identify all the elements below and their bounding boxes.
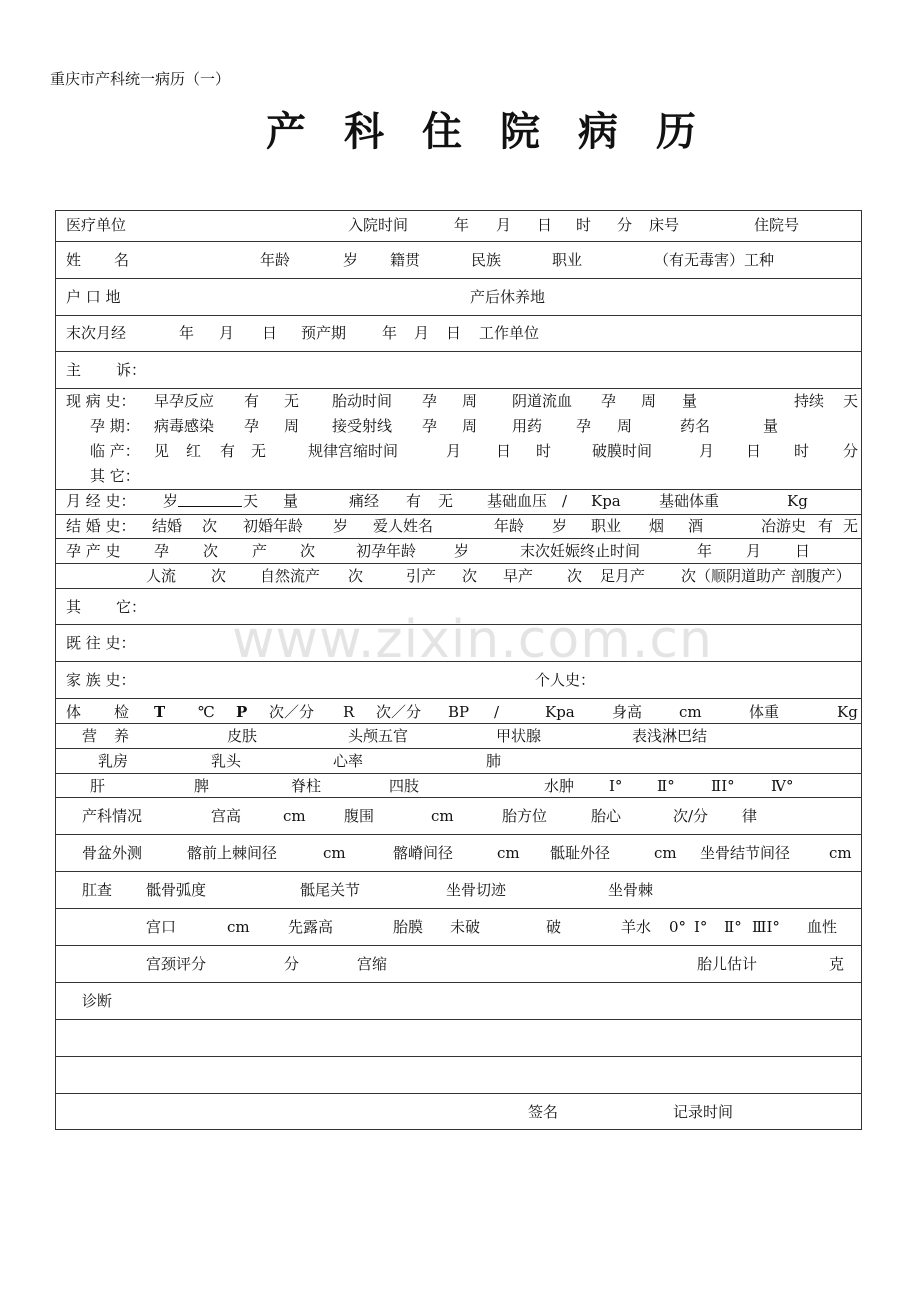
field-label-r8-13: 分: [843, 442, 859, 460]
field-label-r17-9: /: [494, 703, 500, 721]
field-label-r4-4: 预产期: [301, 324, 347, 342]
row-divider: [56, 241, 861, 242]
field-label-r13-8: 足月产: [600, 567, 646, 585]
field-label-r17-6: R: [343, 703, 355, 721]
field-label-r7-7: 用药: [512, 417, 543, 435]
field-label-r7-3: 周: [284, 417, 300, 435]
field-label-r8-5: 规律宫缩时间: [308, 442, 399, 460]
field-label-r8-11: 日: [746, 442, 762, 460]
field-label-r21-1: 宫高: [211, 807, 242, 825]
field-label-r7-1: 病毒感染: [154, 417, 215, 435]
field-label-r3-1: 产后休养地: [470, 288, 546, 306]
field-label-r10-4: 痛经: [349, 492, 380, 510]
field-label-r7-5: 孕: [422, 417, 438, 435]
field-label-r24-10: ⅢI°: [752, 918, 780, 936]
field-label-r18-3: 头颅五官: [348, 727, 409, 745]
field-label-r10-11: Kg: [787, 492, 808, 510]
row-divider: [56, 698, 861, 699]
field-label-r10-1: 岁: [163, 492, 179, 510]
watermark: www.zixin.com.cn: [232, 610, 713, 670]
field-label-r24-4: 未破: [450, 918, 481, 936]
field-label-r19-1: 乳头: [211, 752, 242, 770]
field-label-r13-7: 次: [567, 567, 583, 585]
field-label-r24-6: 羊水: [621, 918, 652, 936]
field-label-r11-3: 初婚年龄: [243, 517, 304, 535]
field-label-r7-6: 周: [462, 417, 478, 435]
field-label-r8-2: 红: [186, 442, 202, 460]
field-label-r12-0: 孕 产 史: [66, 542, 121, 560]
field-label-r4-5: 年: [382, 324, 398, 342]
field-label-r11-8: 职业: [591, 517, 622, 535]
field-label-r6-2: 有: [244, 392, 260, 410]
field-label-r5-0: 主: [66, 361, 82, 379]
field-label-r11-1: 结婚: [152, 517, 183, 535]
row-divider: [56, 1056, 861, 1057]
field-label-r4-0: 末次月经: [66, 324, 127, 342]
field-label-r13-0: 人流: [146, 567, 177, 585]
field-label-r7-2: 孕: [244, 417, 260, 435]
field-label-r8-3: 有: [220, 442, 236, 460]
field-label-r6-9: 周: [641, 392, 657, 410]
row-divider: [56, 351, 861, 352]
field-label-r18-4: 甲状腺: [496, 727, 542, 745]
field-label-r24-2: 先露高: [288, 918, 334, 936]
field-label-r19-2: 心率: [333, 752, 364, 770]
row-divider: [56, 908, 861, 909]
field-label-r22-3: 髂嵴间径: [393, 844, 454, 862]
field-label-r6-4: 胎动时间: [332, 392, 393, 410]
field-label-r12-4: 次: [300, 542, 316, 560]
field-label-r6-5: 孕: [422, 392, 438, 410]
field-label-r21-0: 产科情况: [82, 807, 143, 825]
field-label-r7-9: 周: [617, 417, 633, 435]
field-label-r4-8: 工作单位: [479, 324, 540, 342]
field-label-r24-0: 宫口: [146, 918, 177, 936]
field-label-r23-2: 骶尾关节: [300, 881, 361, 899]
field-label-r7-0: 孕 期：: [90, 417, 140, 435]
field-label-r14-1: 它：: [116, 598, 147, 616]
field-label-r20-4: 水肿: [544, 777, 575, 795]
field-label-r24-7: 0°: [669, 918, 687, 936]
field-label-r6-3: 无: [284, 392, 300, 410]
field-label-r12-7: 末次妊娠终止时间: [520, 542, 641, 560]
field-label-r10-9: Kpa: [591, 492, 621, 510]
field-label-r18-1: 养: [114, 727, 130, 745]
field-label-r12-9: 月: [746, 542, 762, 560]
field-label-r21-3: 腹围: [344, 807, 375, 825]
field-label-r8-12: 时: [794, 442, 810, 460]
field-label-r12-8: 年: [697, 542, 713, 560]
field-label-r13-9: 次（顺阴道助产 剖腹产）: [681, 567, 851, 585]
field-label-r29-0: 签名: [528, 1103, 559, 1121]
field-label-r13-2: 自然流产: [260, 567, 321, 585]
field-label-r17-13: 体重: [749, 703, 780, 721]
field-label-r22-7: 坐骨结节间径: [700, 844, 791, 862]
row-divider: [56, 723, 861, 724]
field-label-r20-8: Ⅳ°: [771, 777, 794, 795]
row-divider: [56, 834, 861, 835]
field-label-r17-11: 身高: [612, 703, 643, 721]
field-label-r13-4: 引产: [406, 567, 437, 585]
field-label-r11-9: 烟: [649, 517, 665, 535]
field-label-r6-1: 早孕反应: [154, 392, 215, 410]
field-label-r20-7: ⅡI°: [711, 777, 735, 795]
field-label-r18-5: 表浅淋巴结: [632, 727, 708, 745]
field-label-r11-2: 次: [202, 517, 218, 535]
field-label-r20-1: 脾: [194, 777, 210, 795]
field-label-r13-3: 次: [348, 567, 364, 585]
field-label-r11-0: 结 婚 史：: [66, 517, 136, 535]
row-divider: [56, 563, 861, 564]
field-label-r17-10: Kpa: [545, 703, 575, 721]
field-label-r8-6: 月: [446, 442, 462, 460]
menarche-blank-line: [178, 492, 242, 507]
field-label-r8-9: 破膜时间: [592, 442, 653, 460]
field-label-r4-1: 年: [179, 324, 195, 342]
field-label-r10-10: 基础体重: [659, 492, 720, 510]
field-label-r8-0: 临 产：: [90, 442, 140, 460]
row-divider: [56, 871, 861, 872]
field-label-r6-8: 孕: [601, 392, 617, 410]
field-label-r21-6: 胎心: [591, 807, 622, 825]
field-label-r2-6: 职业: [552, 251, 583, 269]
field-label-r13-1: 次: [211, 567, 227, 585]
field-label-r10-8: /: [562, 492, 568, 510]
field-label-r13-5: 次: [462, 567, 478, 585]
field-label-r17-8: BP: [448, 703, 470, 721]
field-label-r2-1: 名: [114, 251, 130, 269]
field-label-r1-4: 日: [537, 216, 553, 234]
field-label-r20-5: Ⅰ°: [609, 777, 623, 795]
field-label-r3-0: 户 口 地: [66, 288, 121, 306]
field-label-r13-6: 早产: [503, 567, 534, 585]
field-label-r2-4: 籍贯: [390, 251, 421, 269]
field-label-r25-2: 宫缩: [357, 955, 388, 973]
form-series-label: 重庆市产科统一病历（一）: [50, 70, 231, 88]
field-label-r10-5: 有: [406, 492, 422, 510]
field-label-r9-0: 其 它：: [90, 467, 140, 485]
row-divider: [56, 514, 861, 515]
field-label-r2-0: 姓: [66, 251, 82, 269]
field-label-r23-3: 坐骨切迹: [446, 881, 507, 899]
row-divider: [56, 538, 861, 539]
field-label-r5-1: 诉：: [116, 361, 147, 379]
field-label-r1-8: 住院号: [754, 216, 800, 234]
field-label-r12-1: 孕: [154, 542, 170, 560]
field-label-r24-9: Ⅱ°: [724, 918, 742, 936]
field-label-r22-2: cm: [323, 844, 346, 862]
field-label-r4-3: 日: [262, 324, 278, 342]
field-label-r14-0: 其: [66, 598, 82, 616]
row-divider: [56, 489, 861, 490]
field-label-r24-8: Ⅰ°: [694, 918, 708, 936]
field-label-r19-0: 乳房: [98, 752, 129, 770]
field-label-r17-2: T: [154, 703, 166, 721]
field-label-r22-0: 骨盆外测: [82, 844, 143, 862]
field-label-r17-3: ℃: [198, 703, 215, 721]
field-label-r21-8: 律: [742, 807, 758, 825]
field-label-r2-7: （有无毒害）工种: [654, 251, 775, 269]
row-divider: [56, 797, 861, 798]
field-label-r15-0: 既 往 史：: [66, 634, 136, 652]
field-label-r8-1: 见: [154, 442, 170, 460]
field-label-r25-1: 分: [284, 955, 300, 973]
form-title: 产科住院病历: [266, 109, 734, 155]
field-label-r19-3: 肺: [486, 752, 502, 770]
field-label-r17-7: 次／分: [376, 703, 422, 721]
row-divider: [56, 773, 861, 774]
field-label-r22-4: cm: [497, 844, 520, 862]
field-label-r1-7: 床号: [649, 216, 680, 234]
field-label-r20-6: Ⅱ°: [657, 777, 675, 795]
field-label-r21-7: 次/分: [673, 807, 709, 825]
field-label-r11-7: 岁: [552, 517, 568, 535]
field-label-r17-4: P: [236, 703, 248, 721]
field-label-r24-11: 血性: [807, 918, 838, 936]
field-label-r1-1: 入院时间: [348, 216, 409, 234]
field-label-r12-6: 岁: [454, 542, 470, 560]
field-label-r17-14: Kg: [837, 703, 858, 721]
field-label-r21-4: cm: [431, 807, 454, 825]
field-label-r2-5: 民族: [471, 251, 502, 269]
row-divider: [56, 945, 861, 946]
field-label-r17-1: 检: [114, 703, 130, 721]
field-label-r29-1: 记录时间: [673, 1103, 734, 1121]
row-divider: [56, 1093, 861, 1094]
field-label-r22-1: 髂前上棘间径: [187, 844, 278, 862]
field-label-r24-3: 胎膜: [393, 918, 424, 936]
field-label-r1-6: 分: [617, 216, 633, 234]
field-label-r10-7: 基础血压: [487, 492, 548, 510]
field-label-r8-7: 日: [496, 442, 512, 460]
field-label-r25-4: 克: [829, 955, 845, 973]
row-divider: [56, 315, 861, 316]
row-divider: [56, 388, 861, 389]
field-label-r20-2: 脊柱: [291, 777, 322, 795]
field-label-r24-5: 破: [546, 918, 562, 936]
field-label-r26-0: 诊断: [82, 992, 113, 1010]
field-label-r11-11: 冶游史: [761, 517, 807, 535]
field-label-r25-3: 胎儿估计: [697, 955, 758, 973]
field-label-r12-2: 次: [203, 542, 219, 560]
field-label-r7-10: 药名: [680, 417, 711, 435]
field-label-r22-8: cm: [829, 844, 852, 862]
row-divider: [56, 748, 861, 749]
field-label-r18-0: 营: [82, 727, 98, 745]
field-label-r6-7: 阴道流血: [512, 392, 573, 410]
medical-record-form: [55, 210, 862, 1130]
field-label-r20-3: 四肢: [389, 777, 420, 795]
field-label-r2-3: 岁: [343, 251, 359, 269]
field-label-r21-2: cm: [283, 807, 306, 825]
field-label-r7-4: 接受射线: [332, 417, 393, 435]
field-label-r12-10: 日: [795, 542, 811, 560]
field-label-r22-6: cm: [654, 844, 677, 862]
field-label-r1-2: 年: [454, 216, 470, 234]
field-label-r23-4: 坐骨棘: [608, 881, 654, 899]
field-label-r4-7: 日: [446, 324, 462, 342]
field-label-r8-10: 月: [699, 442, 715, 460]
row-divider: [56, 588, 861, 589]
field-label-r11-12: 有: [818, 517, 834, 535]
field-label-r6-11: 持续: [794, 392, 825, 410]
field-label-r6-0: 现 病 史：: [66, 392, 136, 410]
field-label-r22-5: 骶耻外径: [550, 844, 611, 862]
field-label-r16-0: 家 族 史：: [66, 671, 136, 689]
field-label-r4-2: 月: [219, 324, 235, 342]
field-label-r23-0: 肛查: [82, 881, 113, 899]
field-label-r7-11: 量: [763, 417, 779, 435]
field-label-r10-3: 量: [283, 492, 299, 510]
field-label-r11-13: 无: [843, 517, 859, 535]
field-label-r8-8: 时: [536, 442, 552, 460]
field-label-r24-1: cm: [227, 918, 250, 936]
field-label-r11-6: 年龄: [494, 517, 525, 535]
field-label-r12-3: 产: [252, 542, 268, 560]
field-label-r23-1: 骶骨弧度: [146, 881, 207, 899]
field-label-r11-10: 酒: [688, 517, 704, 535]
field-label-r12-5: 初孕年龄: [356, 542, 417, 560]
field-label-r20-0: 肝: [90, 777, 106, 795]
row-divider: [56, 982, 861, 983]
field-label-r6-6: 周: [462, 392, 478, 410]
field-label-r17-0: 体: [66, 703, 82, 721]
field-label-r18-2: 皮肤: [227, 727, 258, 745]
field-label-r11-4: 岁: [333, 517, 349, 535]
field-label-r2-2: 年龄: [260, 251, 291, 269]
field-label-r10-0: 月 经 史：: [66, 492, 136, 510]
field-label-r8-4: 无: [251, 442, 267, 460]
field-label-r25-0: 宫颈评分: [146, 955, 207, 973]
field-label-r16-1: 个人史：: [535, 671, 596, 689]
field-label-r1-3: 月: [496, 216, 512, 234]
field-label-r17-12: cm: [679, 703, 702, 721]
row-divider: [56, 278, 861, 279]
field-label-r10-2: 天: [243, 492, 259, 510]
field-label-r10-6: 无: [438, 492, 454, 510]
field-label-r17-5: 次／分: [269, 703, 315, 721]
field-label-r7-8: 孕: [576, 417, 592, 435]
row-divider: [56, 1019, 861, 1020]
field-label-r1-0: 医疗单位: [66, 216, 127, 234]
field-label-r21-5: 胎方位: [502, 807, 548, 825]
field-label-r6-10: 量: [682, 392, 698, 410]
field-label-r1-5: 时: [576, 216, 592, 234]
field-label-r11-5: 爱人姓名: [373, 517, 434, 535]
field-label-r4-6: 月: [414, 324, 430, 342]
field-label-r6-12: 天: [843, 392, 859, 410]
